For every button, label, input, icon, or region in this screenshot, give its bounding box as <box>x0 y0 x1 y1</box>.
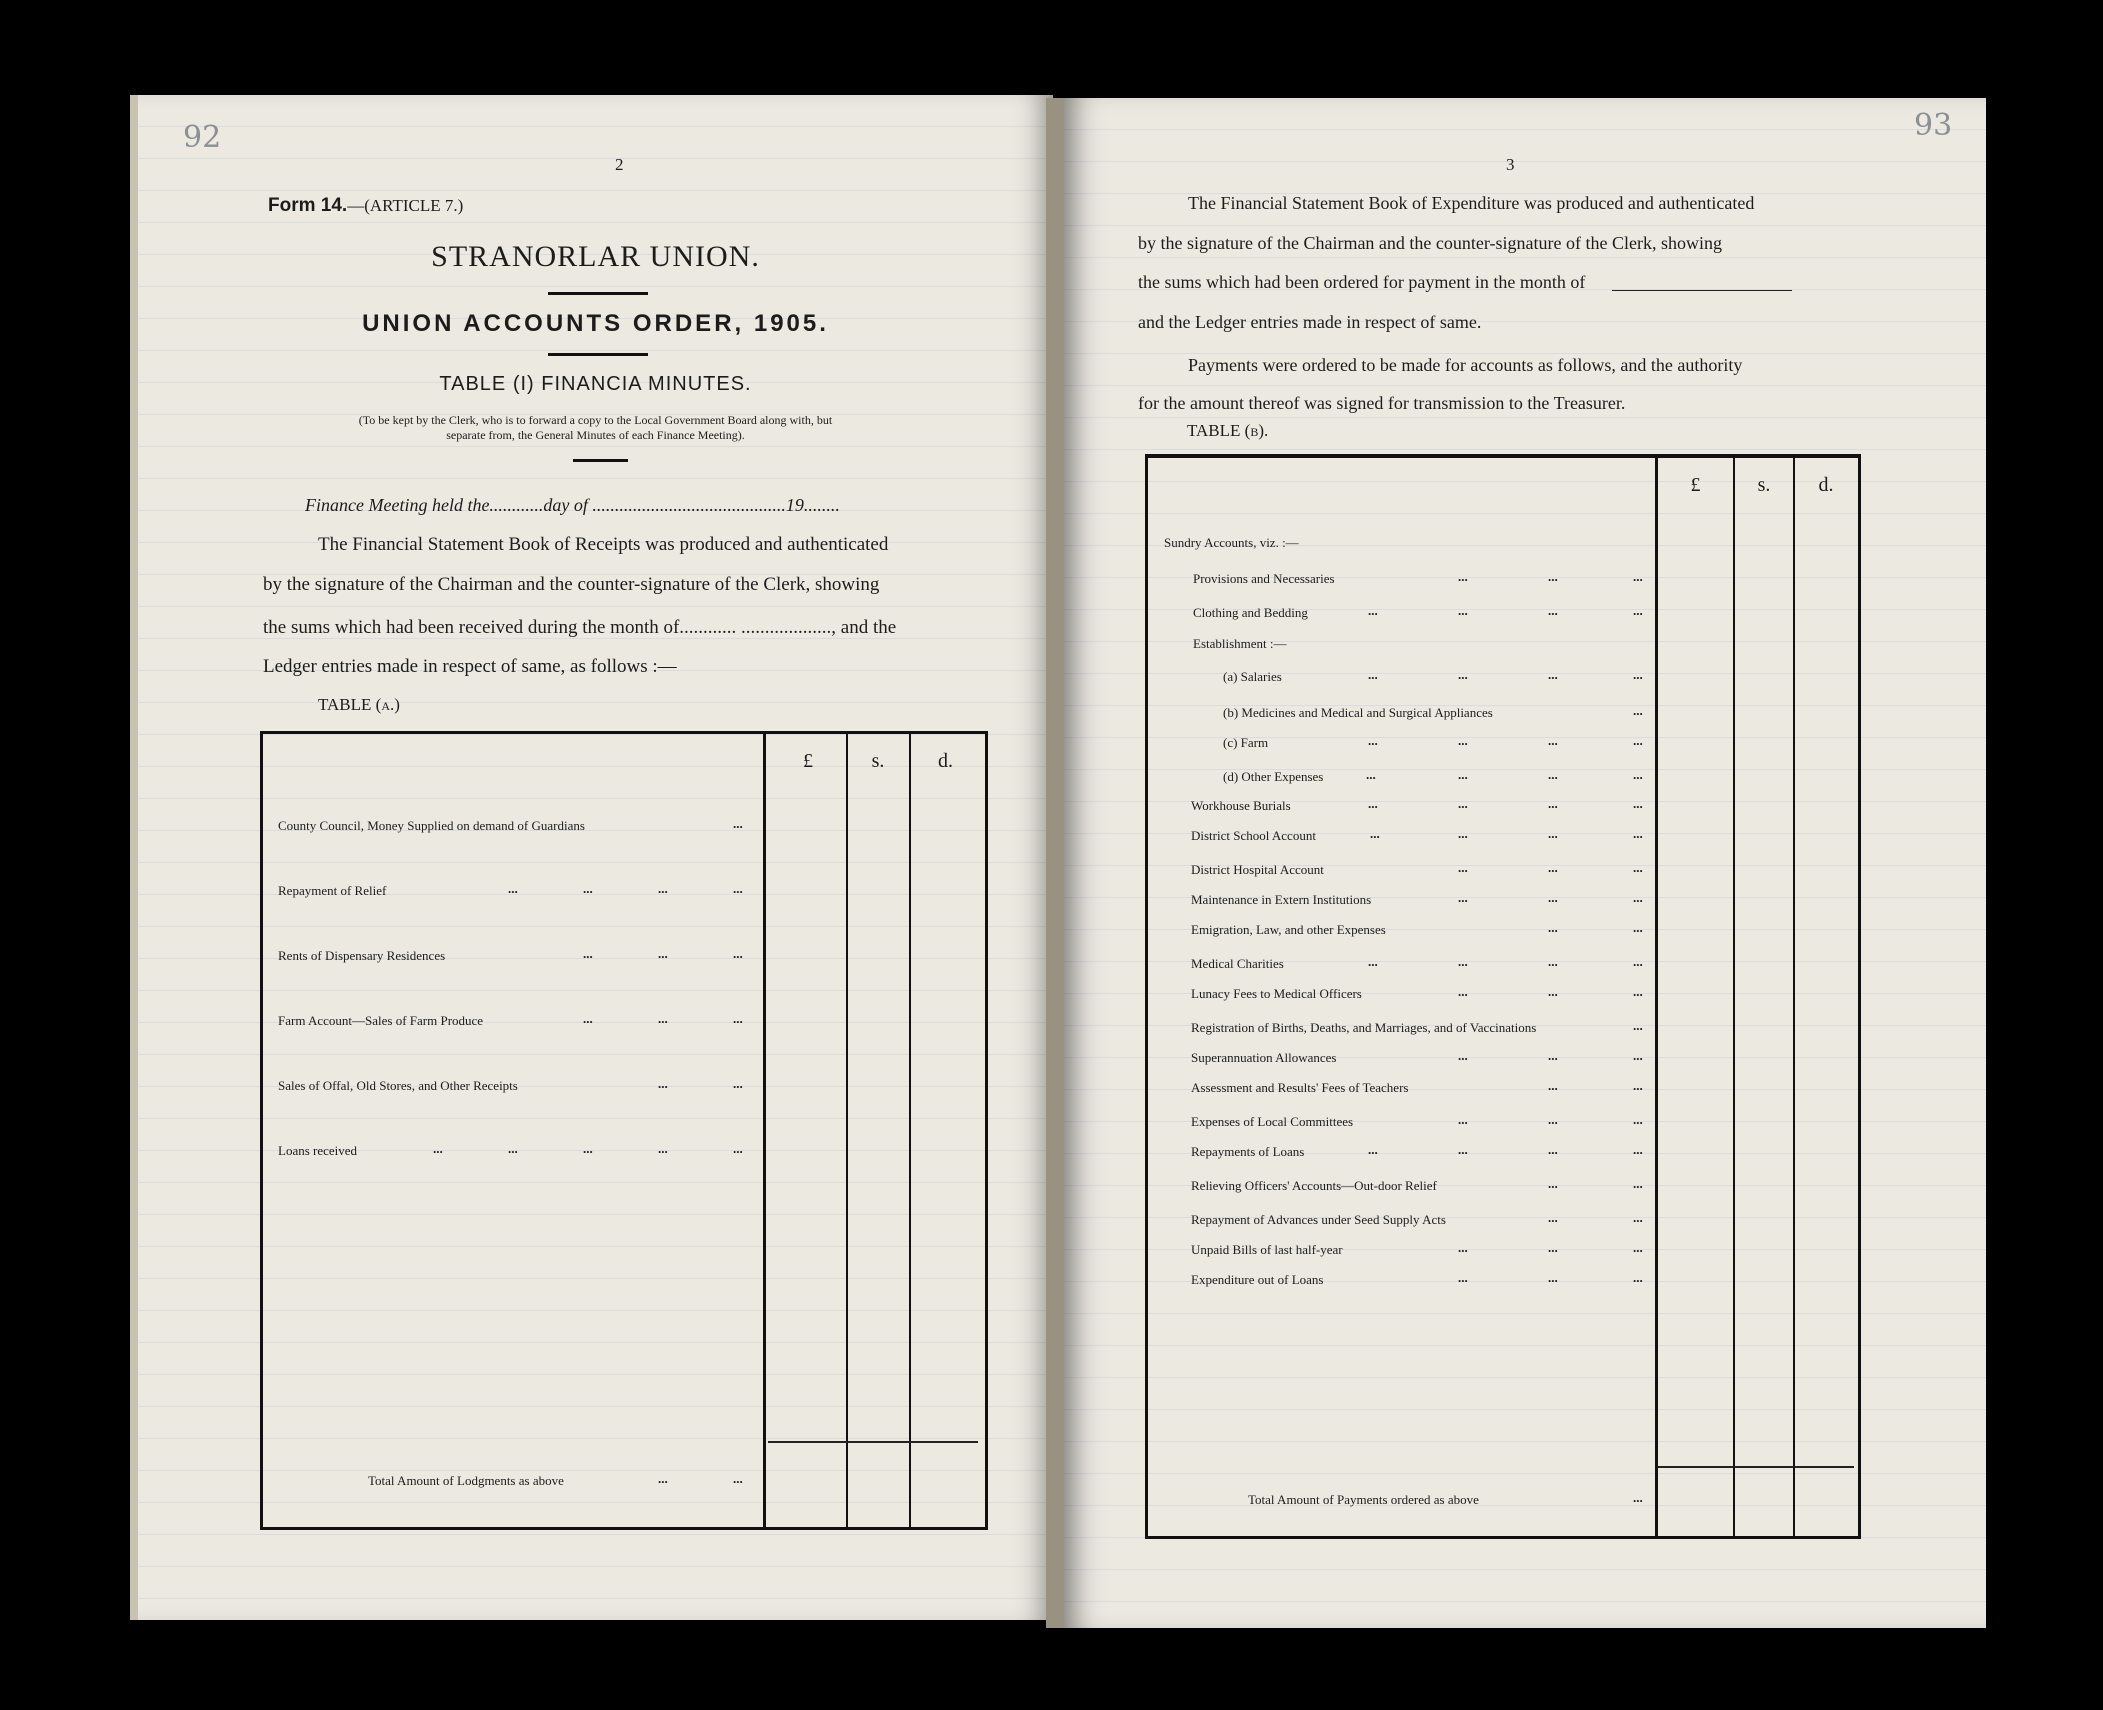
table-row: Repayment of Advances under Seed Supply Acts <box>1191 1212 1446 1227</box>
row-leader: ... <box>1633 920 1643 935</box>
column-divider <box>763 734 766 1527</box>
row-leader: ... <box>1458 860 1468 875</box>
total-label: Total Amount of Payments ordered as above <box>1248 1492 1479 1507</box>
row-leader: ... <box>1548 1142 1558 1157</box>
table-b <box>1145 454 1861 1539</box>
row-leader: ... <box>1458 1112 1468 1127</box>
row-leader: ... <box>1633 1048 1643 1063</box>
row-leader: ... <box>1368 1142 1378 1157</box>
row-leader: ... <box>1458 1142 1468 1157</box>
row-leader: ... <box>1633 667 1643 682</box>
row-leader: ... <box>583 1141 593 1156</box>
form-label <box>268 195 463 217</box>
table-row: (a) Salaries <box>1223 669 1282 684</box>
row-leader: ... <box>1633 1112 1643 1127</box>
row-leader: ... <box>508 881 518 896</box>
form-article: —(ARTICLE 7.) <box>347 196 464 215</box>
table-row: Farm Account—Sales of Farm Produce <box>278 1013 484 1028</box>
row-leader: ... <box>1370 826 1380 841</box>
table-heading: Sundry Accounts, viz. :— <box>1164 535 1299 550</box>
row-leader: ... <box>1458 826 1468 841</box>
row-leader: ... <box>1633 796 1643 811</box>
row-leader: ... <box>733 1076 743 1091</box>
table-a <box>260 731 988 1530</box>
table-row: Superannuation Allowances <box>1191 1050 1337 1065</box>
table-row: Sales of Offal, Old Stores, and Other Receipts <box>278 1078 518 1093</box>
row-leader: ... <box>1458 954 1468 969</box>
table-row: Expenditure out of Loans <box>1191 1272 1324 1287</box>
para-line-2: by the signature of the Chairman and the counter-signature of the Clerk, showing <box>1138 233 1722 253</box>
right-page <box>1046 98 1986 1628</box>
row-leader: ... <box>1633 1240 1643 1255</box>
column-divider <box>909 734 911 1527</box>
table-row: (d) Other Expenses <box>1223 769 1324 784</box>
row-leader: ... <box>658 881 668 896</box>
row-leader: ... <box>733 816 743 831</box>
row-leader: ... <box>1633 703 1643 718</box>
row-leader: ... <box>1548 1240 1558 1255</box>
header-shillings: s. <box>1757 474 1771 496</box>
row-leader: ... <box>1633 603 1643 618</box>
table-row: Establishment :— <box>1193 636 1287 651</box>
row-leader: ... <box>658 1141 668 1156</box>
row-leader: ... <box>1548 1112 1558 1127</box>
table-row: Registration of Births, Deaths, and Marriages, and of Vaccinations <box>1191 1020 1537 1035</box>
row-leader: ... <box>1368 667 1378 682</box>
row-leader: ... <box>1633 569 1643 584</box>
para-line-4: Ledger entries made in respect of same, as follows :— <box>263 656 677 677</box>
left-page <box>130 95 1053 1620</box>
para-line-2: by the signature of the Chairman and the counter-signature of the Clerk, showing <box>263 574 880 595</box>
row-leader: ... <box>1548 1210 1558 1225</box>
row-leader: ... <box>658 946 668 961</box>
table-row: Loans received <box>278 1143 358 1158</box>
column-divider <box>1733 458 1735 1536</box>
row-leader: ... <box>1633 826 1643 841</box>
table-row: Emigration, Law, and other Expenses <box>1191 922 1386 937</box>
row-leader: ... <box>1458 1048 1468 1063</box>
handwritten-page-number: 92 <box>183 120 222 155</box>
header-pounds: £ <box>803 750 813 772</box>
row-leader: ... <box>1458 1270 1468 1285</box>
table-label: TABLE (a.) <box>318 695 400 714</box>
row-leader: ... <box>1458 569 1468 584</box>
row-leader: ... <box>1548 667 1558 682</box>
table-row: Medical Charities <box>1191 956 1284 971</box>
note-line-2: separate from, the General Minutes of each Finance Meeting). <box>446 428 745 442</box>
row-leader: ... <box>1548 1176 1558 1191</box>
row-leader: ... <box>1633 860 1643 875</box>
table-row: Relieving Officers' Accounts—Out-door Relief <box>1191 1178 1437 1193</box>
divider <box>573 459 628 462</box>
row-leader: ... <box>733 1011 743 1026</box>
row-leader: ... <box>1633 1210 1643 1225</box>
page-number: 2 <box>615 155 624 174</box>
row-leader: ... <box>1548 767 1558 782</box>
para2-line-2: for the amount thereof was signed for transmission to the Treasurer. <box>1138 393 1626 413</box>
table-row: Provisions and Necessaries <box>1193 571 1335 586</box>
table-row: Lunacy Fees to Medical Officers <box>1191 986 1362 1001</box>
row-leader: ... <box>1548 890 1558 905</box>
row-leader: ... <box>1368 796 1378 811</box>
row-leader: ... <box>1548 860 1558 875</box>
row-leader: ... <box>1633 1142 1643 1157</box>
row-leader: ... <box>1548 1048 1558 1063</box>
divider <box>548 292 648 295</box>
row-leader: ... <box>1633 984 1643 999</box>
row-leader: ... <box>1368 603 1378 618</box>
row-leader: ... <box>658 1011 668 1026</box>
row-leader: ... <box>508 1141 518 1156</box>
row-leader: ... <box>1633 1176 1643 1191</box>
column-divider <box>1793 458 1795 1536</box>
row-leader: ... <box>1458 796 1468 811</box>
para-line-4: and the Ledger entries made in respect of same. <box>1138 312 1482 332</box>
row-leader: ... <box>583 1011 593 1026</box>
para-line-1: The Financial Statement Book of Expenditure was produced and authenticated <box>1188 193 1755 213</box>
column-divider <box>846 734 848 1527</box>
row-leader: ... <box>658 1076 668 1091</box>
row-leader: ... <box>1368 733 1378 748</box>
total-label: Total Amount of Lodgments as above <box>368 1473 564 1488</box>
row-leader: ... <box>1548 826 1558 841</box>
row-leader: ... <box>1458 984 1468 999</box>
para-line-3: the sums which had been received during the month of............ ..................., and the <box>263 617 897 638</box>
total-rule <box>1658 1466 1854 1468</box>
row-leader: ... <box>1548 920 1558 935</box>
row-leader: ... <box>1548 603 1558 618</box>
row-leader: ... <box>1458 603 1468 618</box>
divider <box>548 353 648 356</box>
row-leader: ... <box>1548 1270 1558 1285</box>
row-leader: ... <box>1548 733 1558 748</box>
header-pence: d. <box>938 750 953 772</box>
row-leader: ... <box>583 881 593 896</box>
header-pence: d. <box>1818 474 1834 496</box>
table-row: Clothing and Bedding <box>1193 605 1308 620</box>
meeting-line: Finance Meeting held the............day of ...........................................19........ <box>305 495 840 515</box>
row-leader: ... <box>733 1471 743 1486</box>
table-row: District School Account <box>1191 828 1316 843</box>
union-title: STRANORLAR UNION. <box>431 240 760 273</box>
total-rule <box>768 1441 978 1443</box>
note-line-1: (To be kept by the Clerk, who is to forward a copy to the Local Government Board along with, but <box>358 413 833 427</box>
table-row: (b) Medicines and Medical and Surgical Appliances <box>1223 705 1493 720</box>
header-pounds: £ <box>1690 474 1701 496</box>
row-leader: ... <box>733 1141 743 1156</box>
column-divider <box>1655 458 1658 1536</box>
row-leader: ... <box>1458 733 1468 748</box>
table-row: Maintenance in Extern Institutions <box>1191 892 1372 907</box>
table-row: Workhouse Burials <box>1191 798 1291 813</box>
row-leader: ... <box>1548 954 1558 969</box>
row-leader: ... <box>1633 1018 1643 1033</box>
para-line-1: The Financial Statement Book of Receipts was produced and authenticated <box>318 534 889 555</box>
row-leader: ... <box>1633 767 1643 782</box>
table-row: Repayments of Loans <box>1191 1144 1305 1159</box>
table-row: Assessment and Results' Fees of Teachers <box>1191 1080 1409 1095</box>
row-leader: ... <box>1548 569 1558 584</box>
table-row: Unpaid Bills of last half-year <box>1191 1242 1343 1257</box>
row-leader: ... <box>1633 1078 1643 1093</box>
row-leader: ... <box>583 946 593 961</box>
table-row: County Council, Money Supplied on demand of Guardians <box>278 818 585 833</box>
row-leader: ... <box>1548 1078 1558 1093</box>
table-title: TABLE (I) FINANCIA MINUTES. <box>439 373 752 395</box>
row-leader: ... <box>1458 1240 1468 1255</box>
row-leader: ... <box>433 1141 443 1156</box>
row-leader: ... <box>1548 796 1558 811</box>
row-leader: ... <box>1458 890 1468 905</box>
row-leader: ... <box>1548 984 1558 999</box>
para2-line-1: Payments were ordered to be made for accounts as follows, and the authority <box>1188 355 1743 375</box>
row-leader: ... <box>1633 1490 1643 1505</box>
handwritten-page-number: 93 <box>1914 108 1953 143</box>
blank-field-line <box>1612 290 1792 291</box>
header-shillings: s. <box>871 750 885 772</box>
table-row: Repayment of Relief <box>278 883 387 898</box>
row-leader: ... <box>733 881 743 896</box>
form-number: Form 14. <box>268 195 348 216</box>
table-label: TABLE (b). <box>1187 421 1269 440</box>
table-row: Expenses of Local Committees <box>1191 1114 1354 1129</box>
para-line-3: the sums which had been ordered for payment in the month of <box>1138 272 1586 292</box>
row-leader: ... <box>1633 733 1643 748</box>
table-row: District Hospital Account <box>1191 862 1324 877</box>
table-row: Rents of Dispensary Residences <box>278 948 446 963</box>
table-row: (c) Farm <box>1223 735 1269 750</box>
row-leader: ... <box>1633 1270 1643 1285</box>
row-leader: ... <box>658 1471 668 1486</box>
row-leader: ... <box>1633 954 1643 969</box>
row-leader: ... <box>1633 890 1643 905</box>
row-leader: ... <box>1458 767 1468 782</box>
row-leader: ... <box>1458 667 1468 682</box>
row-leader: ... <box>1368 954 1378 969</box>
row-leader: ... <box>1366 767 1376 782</box>
page-number: 3 <box>1506 155 1515 174</box>
order-title: UNION ACCOUNTS ORDER, 1905. <box>362 310 829 337</box>
row-leader: ... <box>733 946 743 961</box>
